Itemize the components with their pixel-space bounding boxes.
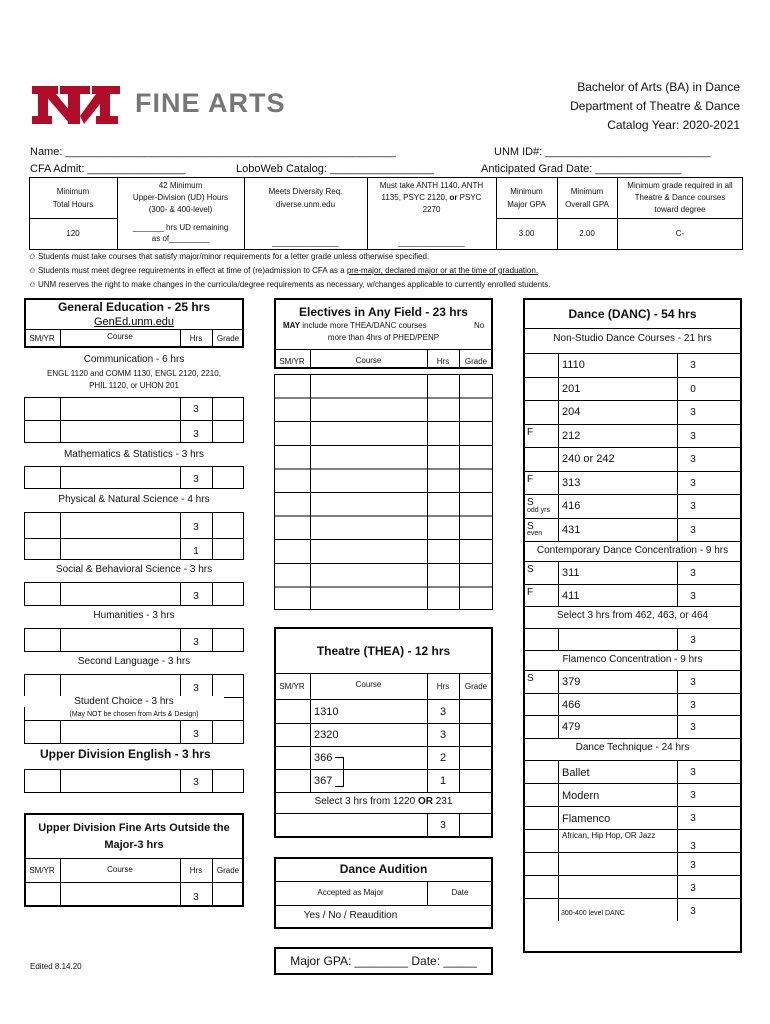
gened-link[interactable]: GenEd.unm.edu xyxy=(93,316,175,328)
electives-col-hrs: Hrs xyxy=(436,357,450,366)
theatre-course: 366 xyxy=(314,752,333,764)
dance-course: 201 xyxy=(562,382,581,395)
note-changes: ✩ UNM reserves the right to make changes in the curricula/degree requirements as necessary, w/changes applicable to currently enrolled students. xyxy=(29,280,551,289)
overall-gpa-value: 2.00 xyxy=(579,229,595,238)
row-hrs: 1 xyxy=(193,546,199,557)
note-letter-grade: ✩ Students must take courses that satisfy major/minor requirements for a letter grade unless otherwise specified. xyxy=(29,252,430,261)
theatre-hrs: 3 xyxy=(439,729,447,741)
ud-remaining-field[interactable]: _______ hrs UD remaining as of_________ xyxy=(132,223,229,243)
semester-label: S xyxy=(527,497,534,508)
department-name: Department of Theatre & Dance xyxy=(570,99,740,113)
semester-sub-label: even xyxy=(527,530,543,537)
contemp-label: Contemporary Dance Concentration - 9 hrs xyxy=(536,545,729,556)
row-hrs: 3 xyxy=(193,777,199,788)
math-label: Mathematics & Statistics - 3 hrs xyxy=(63,449,205,460)
theatre-select-hrs: 3 xyxy=(440,820,446,831)
dance-course: 1110 xyxy=(562,359,585,371)
dance-course: 212 xyxy=(562,429,581,442)
theatre-col-smyr: SM/YR xyxy=(279,682,305,691)
dance-hrs: 3 xyxy=(690,360,696,371)
min-total-value: 120 xyxy=(66,229,80,238)
row-hrs: 3 xyxy=(193,683,199,694)
dance-hrs: 3 xyxy=(690,722,696,733)
theatre-col-hrs: Hrs xyxy=(436,682,450,691)
audition-date: Date xyxy=(451,888,469,897)
dance-hrs: 0 xyxy=(690,383,696,395)
star-icon: ✩ xyxy=(29,266,36,275)
gened-col-course: Course xyxy=(107,332,133,341)
semester-sub-label: odd yrs xyxy=(527,506,550,514)
dance-hrs: 3 xyxy=(690,905,696,917)
semester-label: F xyxy=(527,426,534,438)
dance-hrs: 3 xyxy=(690,840,696,852)
star-icon: ✩ xyxy=(29,280,36,289)
theatre-course: 1310 xyxy=(314,706,339,718)
semester-label: S xyxy=(527,564,534,575)
udfa-col-hrs: Hrs xyxy=(189,866,203,875)
bracket-icon xyxy=(335,757,344,787)
theatre-hrs: 1 xyxy=(439,775,447,787)
unm-id-field[interactable]: UNM ID#: ___________________________ xyxy=(494,146,711,158)
star-icon: ✩ xyxy=(29,252,36,261)
unm-logo xyxy=(30,82,122,128)
dance-course: 204 xyxy=(562,406,581,418)
dance-course: 313 xyxy=(562,476,581,489)
gened-title: General Education - 25 hrs xyxy=(57,300,211,314)
humanities-label: Humanities - 3 hrs xyxy=(93,610,175,621)
dance-hrs: 3 xyxy=(690,789,696,801)
dance-course: Modern xyxy=(562,789,600,802)
semester-label: S xyxy=(527,520,534,532)
electives-col-course: Course xyxy=(355,356,382,365)
semester-label: F xyxy=(527,586,534,598)
social-label: Social & Behavioral Science - 3 hrs xyxy=(55,564,213,575)
dance-section xyxy=(523,298,742,953)
dance-course: Flamenco xyxy=(562,812,611,825)
catalog-year: Catalog Year: 2020-2021 xyxy=(607,118,740,132)
row-hrs: 3 xyxy=(193,892,199,903)
electives-note-2: more than 4hrs of PHED/PENP xyxy=(327,333,440,342)
electives-no: No xyxy=(474,321,485,330)
gened-col-grade: Grade xyxy=(216,334,240,343)
udfa-col-course: Course xyxy=(107,865,133,874)
accepted-as-major: Accepted as Major xyxy=(317,888,384,897)
min-total-label: Minimum Total Hours xyxy=(52,187,94,209)
dance-hrs: 3 xyxy=(690,477,696,489)
audition-result[interactable]: Yes / No / Reaudition xyxy=(303,910,398,921)
level-label: 300-400 level DANC xyxy=(561,909,625,917)
degree-title: Bachelor of Arts (BA) in Dance xyxy=(577,80,740,94)
gened-col-smyr: SM/YR xyxy=(29,334,55,343)
row-hrs: 3 xyxy=(193,404,199,415)
dance-hrs: 3 xyxy=(690,766,696,778)
choice-note: (May NOT be chosen from Arts & Design) xyxy=(69,711,199,718)
dance-course: 379 xyxy=(562,676,581,688)
dance-course: African, Hip Hop, OR Jazz xyxy=(562,830,656,840)
theatre-course: 367 xyxy=(314,775,333,787)
dance-course: 466 xyxy=(562,698,581,711)
dance-hrs: 3 xyxy=(690,812,696,824)
row-hrs: 3 xyxy=(193,522,199,533)
comm-desc-1: ENGL 1120 and COMM 1130, ENGL 2120, 2210, xyxy=(47,369,221,378)
min-grade-label: Minimum grade required in all Theatre & Dance courses toward degree xyxy=(627,181,733,214)
semester-label: F xyxy=(527,473,534,485)
dance-hrs: 3 xyxy=(690,524,696,536)
theatre-col-course: Course xyxy=(355,680,382,689)
udfa-col-grade: Grade xyxy=(216,866,240,875)
science-label: Physical & Natural Science - 4 hrs xyxy=(58,494,210,505)
dance-hrs: 3 xyxy=(690,859,696,871)
dance-course: 311 xyxy=(562,567,580,579)
dance-hrs: 3 xyxy=(690,699,696,711)
dance-title: Dance (DANC) - 54 hrs xyxy=(568,307,697,321)
min-grade-value: C- xyxy=(675,229,685,238)
grad-date-field[interactable]: Anticipated Grad Date: ______________ xyxy=(481,163,681,175)
electives-title: Electives in Any Field - 23 hrs xyxy=(299,305,468,319)
dance-course: 479 xyxy=(562,721,581,733)
comm-label: Communication - 6 hrs xyxy=(83,354,185,365)
fine-arts-wordmark: FINE ARTS xyxy=(135,88,286,118)
theatre-select: Select 3 hrs from 1220 OR 231 xyxy=(314,796,453,807)
dance-course: 411 xyxy=(562,589,580,602)
udfa-col-smyr: SM/YR xyxy=(29,866,55,875)
major-gpa-label: Minimum Major GPA xyxy=(507,187,546,209)
dance-hrs: 3 xyxy=(690,677,696,688)
dance-hrs: 3 xyxy=(690,430,696,442)
select-label: Select 3 hrs from 462, 463, or 464 xyxy=(556,610,709,621)
dance-course: 416 xyxy=(562,500,581,512)
audition-title: Dance Audition xyxy=(339,862,428,876)
dance-hrs: 3 xyxy=(690,454,696,465)
semester-label: S xyxy=(527,673,534,684)
dance-hrs: 3 xyxy=(690,568,696,579)
flamenco-label: Flamenco Concentration - 9 hrs xyxy=(562,654,703,665)
name-field[interactable]: Name: ______________________________________________________ xyxy=(30,146,396,158)
edited-date: Edited 8.14.20 xyxy=(30,962,82,971)
theatre-title: Theatre (THEA) - 12 hrs xyxy=(316,644,451,658)
dance-hrs: 3 xyxy=(690,635,696,646)
udfa-title: Upper Division Fine Arts Outside the Major-3 hrs xyxy=(38,822,230,851)
row-hrs: 3 xyxy=(193,729,199,740)
row-hrs: 3 xyxy=(193,591,199,602)
dance-hrs: 3 xyxy=(690,407,696,418)
electives-col-grade: Grade xyxy=(464,357,488,366)
comm-desc-2: PHIL 1120, or UHON 201 xyxy=(89,381,179,390)
major-gpa-value: 3.00 xyxy=(518,229,535,238)
theatre-course: 2320 xyxy=(314,729,339,741)
row-hrs: 3 xyxy=(193,474,199,485)
theatre-hrs: 3 xyxy=(439,706,447,718)
choice-label: Student Choice - 3 hrs xyxy=(24,696,224,707)
note-requirements: ✩ Students must meet degree requirements in effect at time of (re)admission to CFA as a pre-major, declared major or at the time of graduation. xyxy=(29,266,539,275)
major-gpa-field[interactable]: Major GPA: ________ Date: _____ xyxy=(290,954,477,968)
electives-rows xyxy=(274,374,493,610)
dance-hrs: 3 xyxy=(690,501,696,512)
diversity-field[interactable]: _______________ xyxy=(272,238,339,247)
ude-title: Upper Division English - 3 hrs xyxy=(40,747,211,761)
anth-requirement: Must take ANTH 1140, ANTH 1135, PSYC 2120, or PSYC 2270 xyxy=(379,181,484,214)
overall-gpa-label: Minimum Overall GPA xyxy=(565,187,609,209)
cfa-admit-field[interactable]: CFA Admit: ________________ xyxy=(30,163,186,175)
theatre-col-grade: Grade xyxy=(464,682,488,691)
loboweb-field[interactable]: LoboWeb Catalog: _________________ xyxy=(236,163,434,175)
row-hrs: 3 xyxy=(193,429,199,440)
nonstudio-label: Non-Studio Dance Courses - 21 hrs xyxy=(553,333,712,344)
ud-hours-label: 42 Minimum Upper-Division (UD) Hours (300- & 400-level) xyxy=(132,181,229,214)
electives-col-smyr: SM/YR xyxy=(279,357,305,366)
language-label: Second Language - 3 hrs xyxy=(77,656,191,667)
technique-label: Dance Technique - 24 hrs xyxy=(575,741,690,753)
gened-col-hrs: Hrs xyxy=(189,334,203,343)
electives-note-1: MAY include more THEA/DANC courses xyxy=(283,321,427,330)
theatre-hrs: 2 xyxy=(439,752,447,764)
dance-course: 431 xyxy=(562,523,581,536)
diversity-label: Meets Diversity Req. diverse.unm.edu xyxy=(268,187,343,209)
row-hrs: 3 xyxy=(193,637,199,648)
dance-hrs: 3 xyxy=(690,590,696,602)
anth-field[interactable]: _______________ xyxy=(398,238,465,247)
dance-course: Ballet xyxy=(562,766,590,779)
dance-course: 240 or 242 xyxy=(562,453,615,465)
dance-hrs: 3 xyxy=(690,882,696,894)
